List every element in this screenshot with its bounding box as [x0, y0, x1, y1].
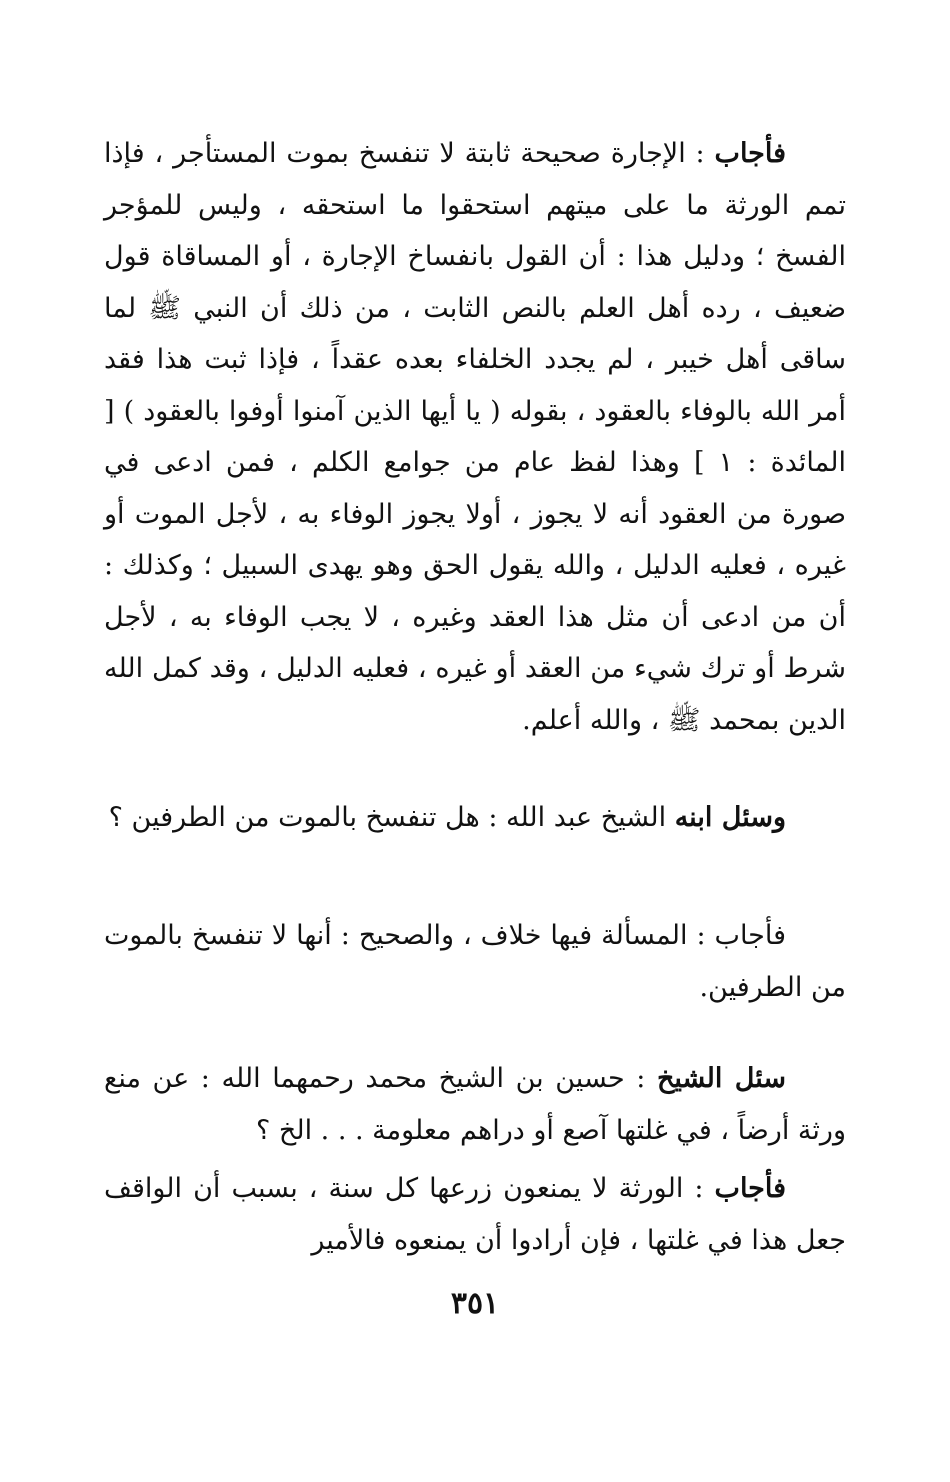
paragraph-body: : حسين بن الشيخ محمد رحمهما الله : عن منع ورثة أرضاً ، في غلتها آصع أو دراهم معلومة . . . الخ ؟ [104, 1063, 846, 1146]
paragraph-body: : الإجارة صحيحة ثابتة لا تنفسخ بموت المستأجر ، فإذا تمم الورثة ما على ميتهم استحقوا ما استحقه ، وليس للمؤجر الفسخ ؛ ودليل هذا : أن القول بانفساخ الإجارة ، أو المساقاة قول ضعيف ، رده أهل العلم بالنص الثابت ، من ذلك أن النبي ﷺ لما ساقى أهل خيبر ، لم يجدد الخلفاء بعده عقداً ، فإذا ثبت هذا فقد أمر الله بالوفاء بالعقود ، بقوله ( يا أيها الذين آمنوا أوفوا بالعقود ) [ المائدة : ١ ] وهذا لفظ عام من جوامع الكلم ، فمن ادعى في صورة من العقود أنه لا يجوز ، أولا يجوز الوفاء به ، لأجل الموت أو غيره ، فعليه الدليل ، والله يقول الحق وهو يهدى السبيل ؛ وكذلك : أن من ادعى أن مثل هذا العقد وغيره ، لا يجب الوفاء به ، لأجل شرط أو ترك شيء من العقد أو غيره ، فعليه الدليل ، وقد كمل الله الدين بمحمد ﷺ ، والله أعلم. [104, 138, 846, 736]
paragraph-ijara-answer [104, 128, 846, 746]
paragraph-text [104, 128, 846, 746]
page-number: ٣٥١ [450, 1286, 500, 1321]
paragraph-text [104, 792, 846, 844]
paragraph-son-answer [104, 910, 846, 1013]
paragraph-husayn-answer [104, 1163, 846, 1266]
paragraph-body: : الورثة لا يمنعون زرعها كل سنة ، بسبب أن الواقف جعل هذا في غلتها ، فإن أرادوا أن يمنعوه فالأمير [104, 1173, 846, 1256]
paragraph-text [104, 1053, 846, 1156]
paragraph-lead: فأجاب [714, 138, 786, 169]
paragraph-lead: سئل الشيخ [656, 1063, 786, 1094]
paragraph-husayn-question [104, 1053, 846, 1156]
paragraph-son-question [104, 792, 846, 844]
paragraph-body: الشيخ عبد الله : هل تنفسخ بالموت من الطرفين ؟ [108, 802, 675, 833]
paragraph-body: فأجاب : المسألة فيها خلاف ، والصحيح : أنها لا تنفسخ بالموت من الطرفين. [104, 920, 846, 1003]
paragraph-text [104, 1163, 846, 1266]
paragraph-text [104, 910, 846, 1013]
paragraph-lead: فأجاب [714, 1173, 786, 1204]
paragraph-lead: وسئل ابنه [674, 802, 786, 833]
